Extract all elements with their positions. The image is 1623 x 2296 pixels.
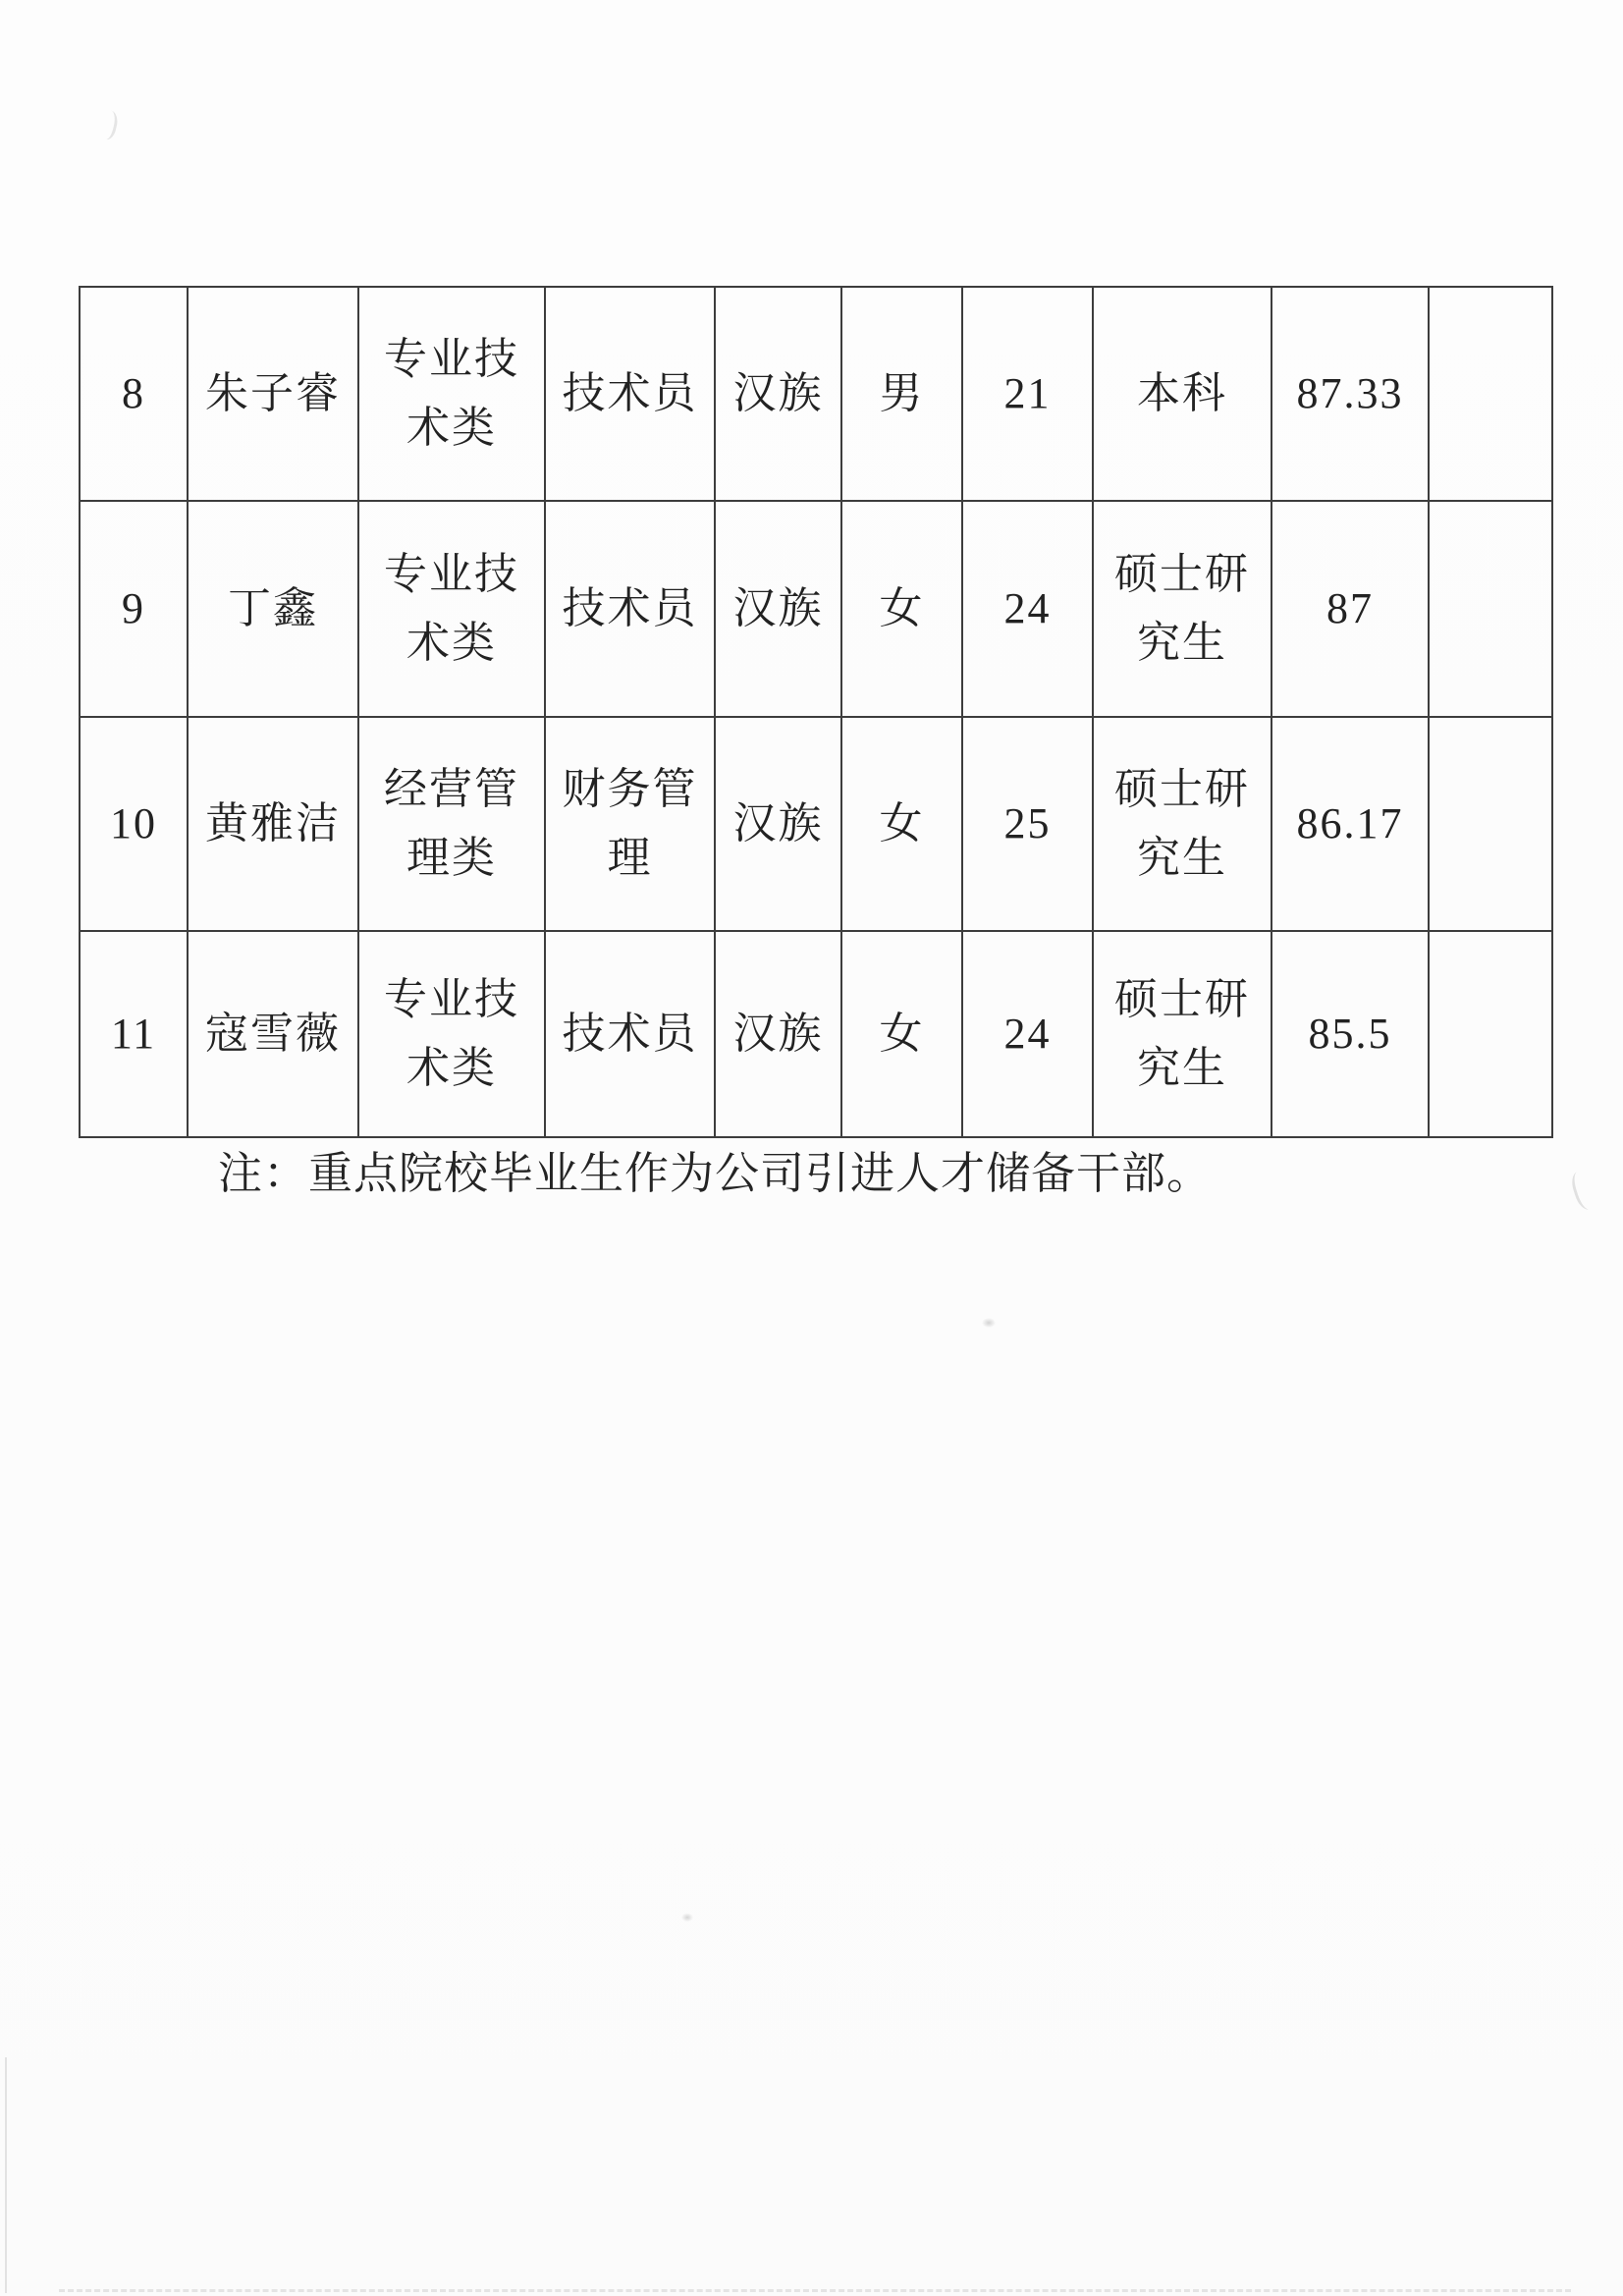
cell-position: 财务管理 (545, 717, 715, 931)
cell-position: 技术员 (545, 931, 715, 1137)
cell-score: 87 (1271, 501, 1429, 717)
table-row (80, 287, 1552, 501)
scan-artifact (1568, 1169, 1599, 1213)
cell-education: 硕士研究生 (1093, 931, 1271, 1137)
cell-age: 21 (962, 287, 1093, 501)
cell-ethnicity: 汉族 (715, 287, 841, 501)
cell-remark (1429, 501, 1552, 717)
cell-category: 专业技术类 (358, 287, 545, 501)
cell-position: 技术员 (545, 287, 715, 501)
candidates-table (79, 286, 1553, 1138)
cell-age: 24 (962, 931, 1093, 1137)
cell-position: 技术员 (545, 501, 715, 717)
cell-score: 85.5 (1271, 931, 1429, 1137)
cell-ethnicity: 汉族 (715, 501, 841, 717)
cell-ethnicity: 汉族 (715, 717, 841, 931)
table-row (80, 931, 1552, 1137)
scan-artifact (59, 2289, 1571, 2292)
cell-category: 经营管理类 (358, 717, 545, 931)
cell-remark (1429, 287, 1552, 501)
cell-age: 25 (962, 717, 1093, 931)
cell-no: 10 (80, 717, 188, 931)
cell-gender: 男 (841, 287, 962, 501)
cell-ethnicity: 汉族 (715, 931, 841, 1137)
table-row (80, 501, 1552, 717)
cell-gender: 女 (841, 931, 962, 1137)
cell-score: 87.33 (1271, 287, 1429, 501)
cell-category: 专业技术类 (358, 931, 545, 1137)
scan-artifact (95, 108, 121, 141)
cell-remark (1429, 717, 1552, 931)
footnote: 注：重点院校毕业生作为公司引进人才储备干部。 (218, 1149, 1213, 1198)
scan-artifact (681, 1913, 693, 1922)
cell-no: 8 (80, 287, 188, 501)
cell-education: 硕士研究生 (1093, 501, 1271, 717)
cell-remark (1429, 931, 1552, 1137)
scan-artifact (982, 1318, 996, 1328)
cell-education: 硕士研究生 (1093, 717, 1271, 931)
cell-category: 专业技术类 (358, 501, 545, 717)
cell-no: 11 (80, 931, 188, 1137)
cell-score: 86.17 (1271, 717, 1429, 931)
cell-education: 本科 (1093, 287, 1271, 501)
cell-name: 寇雪薇 (188, 931, 358, 1137)
scan-artifact (5, 2057, 7, 2293)
cell-name: 朱子睿 (188, 287, 358, 501)
cell-name: 丁鑫 (188, 501, 358, 717)
cell-gender: 女 (841, 501, 962, 717)
cell-name: 黄雅洁 (188, 717, 358, 931)
cell-no: 9 (80, 501, 188, 717)
table-row (80, 717, 1552, 931)
cell-gender: 女 (841, 717, 962, 931)
cell-age: 24 (962, 501, 1093, 717)
